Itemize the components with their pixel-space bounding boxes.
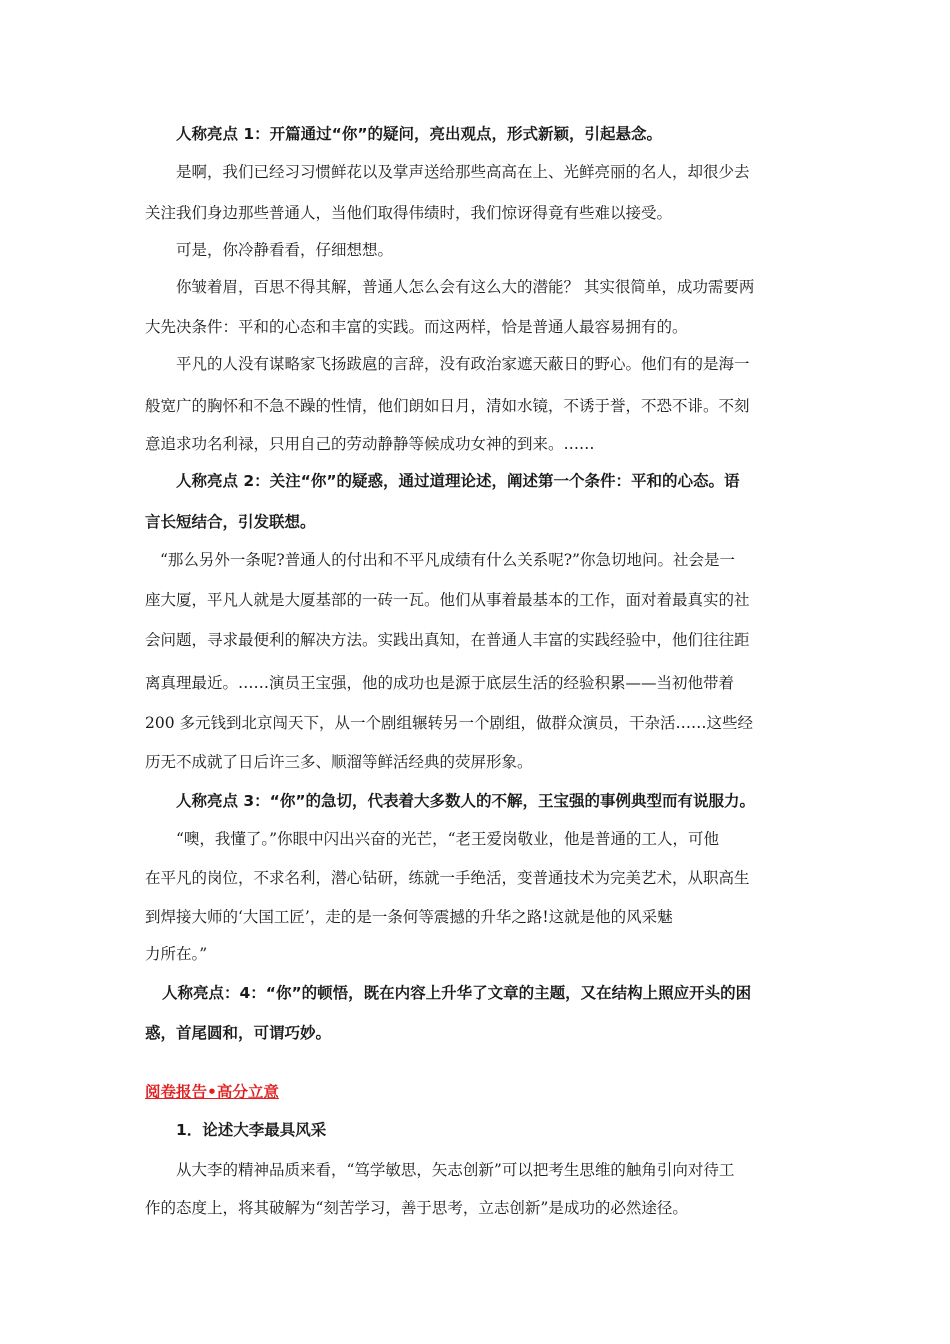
paragraph-line: 200 多元钱到北京闯天下，从一个剧组辗转另一个剧组，做群众演员，干杂活……这些经 xyxy=(145,714,754,732)
subsection-heading: 1．论述大李最具风采 xyxy=(176,1121,327,1139)
highlight-note-3: 人称亮点 3：“你”的急切，代表着大多数人的不解，王宝强的事例典型而有说服力。 xyxy=(176,792,756,810)
paragraph-line: 关注我们身边那些普通人，当他们取得伟绩时，我们惊讶得竟有些难以接受。 xyxy=(145,204,673,222)
highlight-note-4-cont: 惑，首尾圆和，可谓巧妙。 xyxy=(145,1024,332,1042)
highlight-note-4: 人称亮点：4：“你”的顿悟，既在内容上升华了文章的主题，又在结构上照应开头的困 xyxy=(162,984,752,1002)
paragraph-line: 平凡的人没有谋略家飞扬跋扈的言辞，没有政治家遮天蔽日的野心。他们有的是海一 xyxy=(176,355,750,373)
paragraph-line: “噢，我懂了。”你眼中闪出兴奋的光芒，“老王爱岗敬业，他是普通的工人，可他 xyxy=(176,830,720,848)
paragraph-line: 大先决条件：平和的心态和丰富的实践。而这两样，恰是普通人最容易拥有的。 xyxy=(145,318,688,336)
paragraph-line: 到焊接大师的‘大国工匠’，走的是一条何等震撼的升华之路!这就是他的风采魅 xyxy=(145,908,673,926)
paragraph-line: 是啊，我们已经习习惯鲜花以及掌声送给那些高高在上、光鲜亮丽的名人，却很少去 xyxy=(176,163,750,181)
paragraph-line: 你皱着眉，百思不得其解，普通人怎么会有这么大的潜能？ 其实很简单，成功需要两 xyxy=(176,278,755,296)
paragraph-line: 般宽广的胸怀和不急不躁的性情，他们朗如日月，清如水镜，不诱于誉，不恐不诽。不刻 xyxy=(145,397,750,415)
paragraph-line: 力所在。” xyxy=(145,945,208,963)
paragraph-line: 从大李的精神品质来看，“笃学敏思，矢志创新”可以把考生思维的触角引向对待工 xyxy=(176,1161,735,1179)
paragraph-line: 离真理最近。……演员王宝强，他的成功也是源于底层生活的经验积累——当初他带着 xyxy=(145,674,735,692)
paragraph-line: 座大厦，平凡人就是大厦基部的一砖一瓦。他们从事着最基本的工作，面对着最真实的社 xyxy=(145,591,750,609)
section-heading: 阅卷报告•高分立意 xyxy=(145,1083,279,1101)
paragraph-line: 可是，你冷静看看，仔细想想。 xyxy=(176,241,394,259)
highlight-note-2: 人称亮点 2：关注“你”的疑惑，通过道理论述，阐述第一个条件：平和的心态。语 xyxy=(176,472,740,490)
paragraph-line: 在平凡的岗位，不求名利，潜心钻研，练就一手绝活，变普通技术为完美艺术，从职高生 xyxy=(145,869,750,887)
paragraph-line: “那么另外一条呢?普通人的付出和不平凡成绩有什么关系呢?”你急切地问。社会是一 xyxy=(160,551,735,569)
paragraph-line: 作的态度上，将其破解为“刻苦学习，善于思考，立志创新”是成功的必然途径。 xyxy=(145,1199,688,1217)
highlight-note-2-cont: 言长短结合，引发联想。 xyxy=(145,513,316,531)
paragraph-line: 历无不成就了日后许三多、顺溜等鲜活经典的荧屏形象。 xyxy=(145,753,533,771)
highlight-note-1: 人称亮点 1：开篇通过“你”的疑问，亮出观点，形式新颖，引起悬念。 xyxy=(176,125,663,143)
paragraph-line: 会问题，寻求最便利的解决方法。实践出真知，在普通人丰富的实践经验中，他们往往距 xyxy=(145,631,750,649)
paragraph-line: 意追求功名利禄，只用自己的劳动静静等候成功女神的到来。…… xyxy=(145,435,595,453)
